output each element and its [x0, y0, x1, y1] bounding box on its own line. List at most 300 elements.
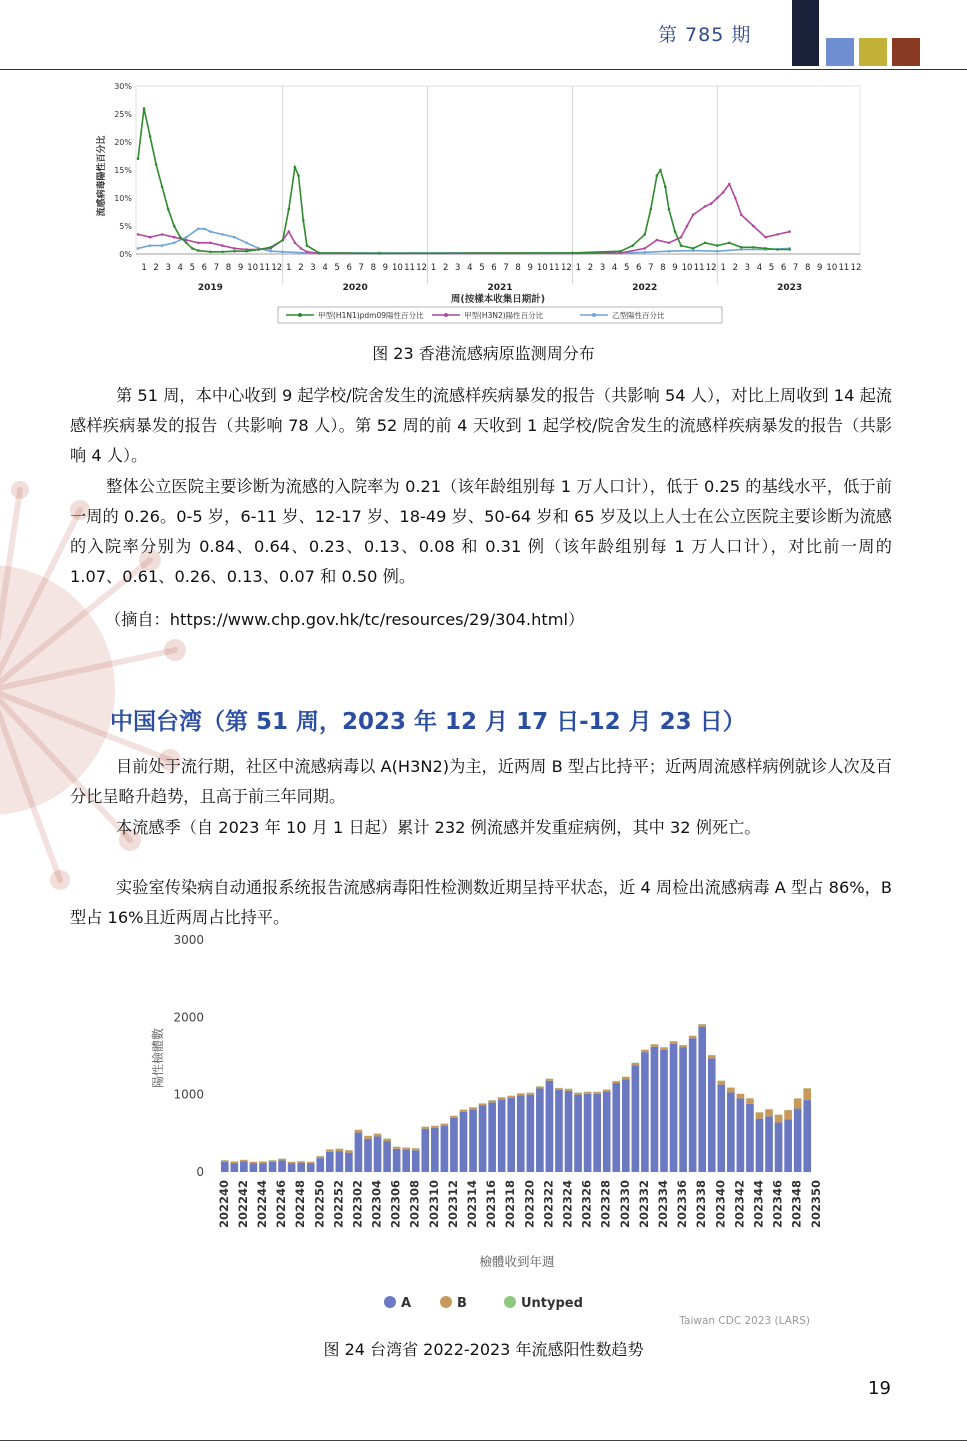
fig23-data-point [149, 236, 152, 239]
paragraph-hk-outbreaks-text: 第 51 周，本中心收到 9 起学校/院舍发生的流感样疾病暴发的报告（共影响 54 人），对比上周收到 14 起流感样疾病暴发的报告（共影响 78 人）。第 52 周的前 4 天收到 1 起学校/院舍发生的流感样疾病暴发的报告（共影响 4 人）。 [70, 386, 892, 465]
fig23-data-point [297, 174, 300, 177]
fig24-bar-a [565, 1091, 573, 1172]
fig24-bar-b [679, 1045, 687, 1047]
fig23-data-point [300, 247, 303, 250]
fig23-x-year-label: 2023 [777, 283, 803, 293]
fig24-x-tick-label: 202304 [369, 1180, 384, 1229]
fig24-x-tick-label: 202326 [579, 1180, 594, 1229]
fig23-data-point [197, 249, 200, 252]
fig23-x-month-label: 4 [611, 263, 618, 273]
fig23-data-point [306, 244, 309, 247]
fig24-bar-b [402, 1148, 410, 1150]
fig23-x-month-label: 11 [259, 263, 271, 273]
fig24-bar-b [421, 1127, 429, 1129]
fig23-x-month-label: 2 [732, 263, 739, 273]
footer-rule [0, 1440, 967, 1441]
fig24-bar-a [584, 1094, 592, 1172]
fig23-data-point [143, 107, 146, 110]
fig23-y-tick-label: 30% [114, 82, 132, 91]
fig24-bar-b [622, 1077, 630, 1079]
fig23-data-point [631, 244, 634, 247]
fig23-x-month-label: 8 [660, 263, 666, 273]
fig24-bar-a [737, 1099, 745, 1172]
fig23-data-point [233, 250, 236, 253]
fig24-bar-b [775, 1115, 783, 1123]
fig24-credit: Taiwan CDC 2023 (LARS) [679, 1315, 810, 1327]
fig23-y-axis-label: 流感病毒陽性百分比 [97, 135, 107, 217]
fig24-bar-a [555, 1090, 563, 1172]
fig24-bar-b [278, 1159, 286, 1161]
fig23-legend-label: 乙型陽性百分比 [612, 311, 665, 320]
fig24-bar-b [307, 1162, 315, 1164]
fig23-x-month-label: 8 [804, 263, 811, 273]
fig23-x-month-label: 12 [850, 263, 862, 273]
fig23-x-month-label: 7 [792, 263, 799, 273]
fig24-x-tick-label: 202246 [274, 1180, 289, 1229]
fig24-x-tick-label: 202310 [426, 1180, 441, 1229]
section-title-taiwan: 中国台湾（第 51 周，2023 年 12 月 17 日-12 月 23 日） [110, 709, 746, 735]
fig23-legend-marker [592, 313, 596, 317]
fig23-data-point [179, 236, 182, 239]
fig24-x-tick-label: 202314 [465, 1180, 479, 1229]
fig23-data-point [269, 250, 272, 253]
fig23-data-point [571, 252, 574, 255]
fig24-x-tick-label: 202244 [255, 1180, 269, 1229]
fig23-data-point [191, 247, 194, 250]
fig24-bar-a [383, 1141, 391, 1172]
fig24-bar-b [651, 1044, 659, 1046]
fig24-legend-marker [384, 1296, 396, 1308]
fig23-data-point [173, 242, 176, 245]
fig24-bar-b [345, 1150, 353, 1152]
fig23-data-point [788, 230, 791, 233]
fig23-data-point [318, 252, 321, 255]
fig24-bar-b [297, 1161, 305, 1163]
fig24-bar-b [784, 1110, 792, 1119]
fig23-data-point [197, 228, 200, 231]
fig23-data-point [704, 242, 707, 245]
fig24-bar-a [708, 1058, 716, 1172]
fig23-data-point [788, 248, 791, 251]
fig23-data-point [716, 244, 719, 247]
fig24-bar-b [479, 1104, 487, 1106]
fig23-y-tick-label: 25% [114, 110, 132, 119]
fig23-data-point [221, 233, 224, 236]
fig24-bar-b [756, 1112, 764, 1118]
fig24-bar-a [727, 1092, 735, 1172]
fig24-bar-b [746, 1099, 754, 1104]
fig24-x-tick-label: 202308 [407, 1180, 422, 1229]
fig23-data-point [692, 247, 695, 250]
fig24-bar-b [441, 1124, 449, 1126]
fig24-x-tick-label: 202318 [503, 1180, 518, 1229]
fig24-bar-b [660, 1047, 668, 1049]
fig24-bar-b [765, 1109, 773, 1116]
fig23-data-point [221, 244, 224, 247]
fig23-data-point [137, 158, 140, 161]
fig23-data-point [776, 248, 779, 251]
fig23-data-point [734, 197, 737, 200]
fig24-bar-b [603, 1090, 611, 1092]
fig23-x-month-label: 2 [587, 263, 594, 273]
fig23-data-point [282, 251, 285, 254]
fig23-data-point [668, 208, 671, 211]
fig24-legend-marker [440, 1296, 452, 1308]
fig24-x-tick-label: 202340 [713, 1180, 728, 1229]
fig23-data-point [245, 250, 248, 253]
fig23-data-point [257, 248, 260, 251]
fig24-bar-b [565, 1089, 573, 1091]
fig24-legend-label: A [401, 1296, 412, 1311]
fig23-data-point [221, 251, 224, 254]
fig24-x-tick-label: 202312 [445, 1180, 460, 1229]
paragraph-tw-lab [70, 873, 892, 933]
fig23-x-year-label: 2019 [197, 283, 223, 293]
fig23-series-line [138, 108, 790, 253]
fig24-x-tick-label: 202328 [598, 1180, 613, 1229]
fig24-bar-b [240, 1160, 248, 1162]
fig24-bar-b [231, 1162, 239, 1164]
fig24-bar-a [574, 1095, 582, 1172]
fig23-data-point [668, 242, 671, 245]
fig24-bar-a [336, 1151, 344, 1172]
fig23-x-axis [141, 263, 861, 293]
fig23-x-axis-label: 周(按樣本收集日期計) [450, 294, 546, 305]
fig23-data-point [149, 244, 152, 247]
fig24-bar-b [498, 1097, 506, 1099]
fig24-bar-a [450, 1118, 458, 1172]
fig24-bar-a [775, 1123, 783, 1172]
fig23-x-month-label: 1 [575, 263, 582, 273]
header-block-gold [859, 38, 887, 66]
fig23-y-axis [114, 82, 132, 259]
fig23-x-month-label: 6 [346, 263, 352, 273]
fig24-x-tick-label: 202338 [694, 1180, 709, 1229]
fig24-bar-b [803, 1088, 811, 1100]
fig23-legend-marker [298, 313, 302, 317]
fig23-data-point [185, 242, 188, 245]
fig23-data-point [644, 233, 647, 236]
fig23-x-month-label: 12 [416, 263, 427, 273]
fig24-bar-a [345, 1153, 353, 1172]
fig24-bar-a [259, 1163, 267, 1172]
fig24-bar-a [402, 1150, 410, 1172]
fig23-data-point [776, 233, 779, 236]
fig23-x-month-label: 3 [455, 263, 461, 273]
fig23-x-month-label: 9 [382, 263, 389, 273]
fig23-data-point [173, 225, 176, 228]
fig24-x-tick-label: 202346 [770, 1180, 785, 1229]
fig23-x-month-label: 1 [286, 263, 292, 273]
fig24-x-tick-label: 202306 [388, 1180, 403, 1229]
fig24-legend-label: Untyped [521, 1296, 583, 1311]
fig23-data-point [288, 208, 291, 211]
issue-number: 第 785 期 [658, 24, 752, 46]
fig24-x-tick-label: 202344 [751, 1180, 766, 1229]
fig24-y-axis-label: 陽性檢體數 [151, 1027, 165, 1089]
fig24-x-tick-label: 202334 [656, 1180, 670, 1229]
fig24-bar-b [689, 1036, 697, 1038]
paragraph-hk-admission-rate-text: 整体公立医院主要诊断为流感的入院率为 0.21（该年龄组别每 1 万人口计），低于 0.25 的基线水平，低于前一周的 0.26。0-5 岁，6-11 岁、12-17 岁、18-49 岁、50-64 岁和 65 岁及以上人士在公立医院主要诊断为流感的入院率分别为 0.84、0.64、0.23、0.13、0.08 和 0.31 例（该年龄组别每 1 万人口计），对比前一周的 1.07、0.61、0.26、0.13、0.07 和 0.50 例。 [70, 477, 892, 586]
fig23-x-month-label: 6 [636, 263, 642, 273]
fig23-data-point [619, 250, 622, 253]
fig23-data-point [294, 166, 297, 169]
header-rule [0, 69, 967, 70]
fig23-data-point [185, 236, 188, 239]
fig24-bar-a [670, 1044, 678, 1172]
fig24-bar-a [641, 1052, 649, 1172]
fig23-data-point [656, 239, 659, 242]
fig24-bar-a [469, 1109, 477, 1172]
fig24-bar-b [584, 1092, 592, 1094]
fig23-data-point [740, 246, 743, 249]
fig24-bar-b [593, 1092, 601, 1094]
figure-23-line-chart [90, 78, 870, 328]
fig23-data-point [704, 205, 707, 208]
fig23-data-point [752, 225, 755, 228]
paragraph-tw-severe-cases [70, 813, 892, 843]
fig24-y-axis [173, 933, 204, 1179]
fig24-x-tick-label: 202348 [789, 1180, 804, 1229]
fig23-data-point [269, 246, 272, 249]
fig24-x-tick-label: 202240 [216, 1180, 231, 1229]
fig23-x-month-label: 7 [213, 263, 220, 273]
fig24-bar-b [450, 1116, 458, 1118]
fig24-bar-b [632, 1063, 640, 1065]
fig24-bar-b [536, 1087, 544, 1089]
fig24-bar-b [355, 1130, 363, 1133]
fig23-data-point [209, 230, 212, 233]
fig24-bar-b [612, 1081, 620, 1083]
fig23-y-tick-label: 0% [119, 250, 132, 259]
fig23-data-point [306, 251, 309, 254]
fig23-data-point [644, 251, 647, 254]
fig24-bar-a [593, 1094, 601, 1172]
fig23-data-point [752, 246, 755, 249]
fig24-legend-label: B [457, 1296, 467, 1311]
fig24-bar-b [698, 1024, 706, 1026]
fig23-x-month-label: 7 [358, 263, 364, 273]
fig23-legend-marker [444, 313, 448, 317]
fig23-x-month-label: 3 [310, 263, 316, 273]
fig23-data-point [716, 250, 719, 253]
fig24-bar-a [622, 1079, 630, 1172]
fig23-data-point [167, 208, 170, 211]
fig24-bar-a [794, 1109, 802, 1172]
fig24-bar-b [316, 1156, 324, 1158]
fig24-bar-a [326, 1152, 334, 1172]
fig23-x-month-label: 2 [298, 263, 304, 273]
fig23-data-point [233, 236, 236, 239]
fig23-x-month-label: 1 [141, 263, 147, 273]
fig24-bar-a [269, 1162, 277, 1172]
figure-24-bar-chart [140, 928, 830, 1333]
fig23-x-month-label: 5 [479, 263, 485, 273]
fig24-legend-marker [504, 1296, 516, 1308]
fig24-x-axis-label: 檢體收到年週 [479, 1254, 555, 1269]
fig23-x-month-label: 6 [201, 263, 208, 273]
fig24-bar-a [421, 1129, 429, 1172]
fig23-data-point [728, 242, 731, 245]
fig23-x-month-label: 12 [271, 263, 283, 273]
fig24-bar-b [326, 1150, 334, 1152]
fig24-x-tick-label: 202252 [331, 1180, 346, 1229]
fig23-x-month-label: 4 [322, 263, 328, 273]
fig23-data-point [294, 242, 297, 245]
fig24-bar-b [269, 1160, 277, 1162]
fig23-data-point [209, 242, 212, 245]
fig24-bar-b [708, 1055, 716, 1058]
fig24-bar-a [756, 1119, 764, 1172]
fig24-y-tick-label: 3000 [173, 933, 204, 947]
fig23-data-point [173, 236, 176, 239]
fig24-bar-a [307, 1163, 315, 1172]
fig23-data-point [764, 236, 767, 239]
fig24-bar-a [517, 1095, 525, 1172]
fig23-x-month-label: 11 [548, 263, 560, 273]
fig23-series-line [138, 184, 790, 253]
paragraph-hk-outbreaks [70, 381, 892, 471]
fig24-bar-a [689, 1038, 697, 1172]
fig24-bar-b [641, 1050, 649, 1052]
fig24-x-tick-label: 202332 [636, 1180, 651, 1229]
fig24-x-tick-label: 202320 [522, 1180, 537, 1229]
fig23-data-point [686, 225, 689, 228]
fig24-x-tick-label: 202336 [675, 1180, 690, 1229]
fig24-bar-b [670, 1041, 678, 1043]
fig24-bar-a [374, 1136, 382, 1172]
fig23-x-month-label: 9 [237, 263, 244, 273]
fig24-x-tick-label: 202322 [541, 1180, 556, 1229]
fig24-bar-a [393, 1149, 401, 1172]
fig24-bar-a [231, 1163, 239, 1172]
fig23-data-point [680, 244, 683, 247]
header-block-blue [826, 38, 854, 66]
source-note: （摘自：https://www.chp.gov.hk/tc/resources/29/304.html） [105, 610, 585, 629]
fig24-bar-a [221, 1162, 229, 1172]
fig23-data-point [664, 186, 667, 189]
fig24-y-tick-label: 2000 [173, 1010, 204, 1025]
fig23-data-point [740, 214, 743, 217]
fig24-bar-b [737, 1094, 745, 1099]
fig23-x-month-label: 11 [404, 263, 415, 273]
fig24-x-tick-label: 202302 [350, 1180, 365, 1229]
fig23-data-point [161, 244, 164, 247]
fig24-y-tick-label: 0 [196, 1165, 204, 1179]
fig24-y-tick-label: 1000 [173, 1087, 204, 1102]
fig23-data-point [245, 242, 248, 245]
fig24-x-tick-label: 202248 [293, 1180, 308, 1229]
fig24-x-tick-label: 202316 [484, 1180, 499, 1229]
fig24-bar-a [527, 1095, 535, 1172]
fig23-x-month-label: 6 [491, 263, 497, 273]
fig23-x-month-label: 5 [623, 263, 630, 273]
fig24-bar-b [259, 1162, 267, 1164]
fig24-bar-a [364, 1139, 372, 1172]
fig24-bar-a [479, 1105, 487, 1172]
fig24-bar-a [679, 1047, 687, 1172]
fig24-bar-a [717, 1085, 725, 1172]
fig23-x-month-label: 4 [177, 263, 183, 273]
fig23-x-month-label: 7 [503, 263, 509, 273]
fig23-x-month-label: 5 [334, 263, 340, 273]
fig23-data-point [764, 247, 767, 250]
fig23-x-month-label: 10 [536, 263, 548, 273]
fig24-x-tick-label: 202324 [560, 1180, 575, 1229]
fig23-x-month-label: 8 [515, 263, 521, 273]
fig23-data-point [656, 174, 659, 177]
paragraph-tw-epidemic [70, 752, 892, 812]
fig23-legend-label: 甲型(H3N2)陽性百分比 [464, 311, 544, 320]
paragraph-tw-epidemic-text: 目前处于流行期，社区中流感病毒以 A(H3N2)为主，近两周 B 型占比持平；近两周流感样病例就诊人次及百分比呈略升趋势，且高于前三年同期。 [70, 757, 892, 806]
figure-23-caption: 图 23 香港流感病原监测周分布 [372, 344, 595, 363]
fig23-x-month-label: 5 [768, 263, 775, 273]
fig24-bar-a [632, 1065, 640, 1172]
fig23-data-point [203, 228, 206, 231]
fig23-data-point [282, 239, 285, 242]
fig23-x-year-label: 2021 [487, 283, 513, 293]
fig24-bar-a [355, 1133, 363, 1172]
fig24-bar-a [603, 1092, 611, 1172]
fig23-y-tick-label: 5% [119, 222, 132, 231]
paragraph-tw-severe-cases-text: 本流感季（自 2023 年 10 月 1 日起）累计 232 例流感并发重症病例，其中 32 例死亡。 [116, 818, 761, 837]
fig24-bar-a [660, 1050, 668, 1172]
fig23-data-point [710, 202, 713, 205]
fig23-x-month-label: 1 [720, 263, 726, 273]
fig24-legend [384, 1296, 583, 1311]
fig24-bar-b [221, 1160, 229, 1162]
fig23-x-month-label: 6 [780, 263, 787, 273]
fig23-x-month-label: 5 [189, 263, 196, 273]
fig23-x-month-label: 9 [672, 263, 678, 273]
fig24-bar-a [784, 1119, 792, 1172]
fig24-bar-a [297, 1163, 305, 1172]
fig24-bar-a [546, 1081, 554, 1172]
fig24-bar-a [498, 1099, 506, 1172]
fig24-x-axis [217, 1180, 823, 1228]
fig23-x-month-label: 8 [225, 263, 232, 273]
fig24-bar-b [383, 1139, 391, 1141]
fig23-data-point [692, 214, 695, 217]
fig24-x-tick-label: 202330 [617, 1180, 632, 1229]
fig23-x-month-label: 1 [430, 263, 437, 273]
fig23-x-month-label: 2 [442, 263, 449, 273]
fig23-y-tick-label: 20% [114, 138, 132, 147]
fig23-x-year-label: 2022 [632, 283, 658, 293]
fig23-x-month-label: 3 [744, 263, 751, 273]
fig24-bar-b [574, 1093, 582, 1095]
fig23-data-point [659, 169, 662, 172]
fig23-x-year-label: 2020 [342, 283, 368, 293]
fig23-data-point [161, 233, 164, 236]
fig23-data-point [728, 183, 731, 186]
fig24-bar-b [727, 1088, 735, 1093]
fig23-legend [278, 307, 722, 323]
fig23-data-point [378, 252, 381, 255]
fig24-bar-b [546, 1079, 554, 1081]
fig24-bar-a [698, 1027, 706, 1172]
fig24-x-tick-label: 202342 [732, 1180, 747, 1229]
page-number: 19 [868, 1378, 891, 1399]
fig23-plot-frame [136, 86, 860, 254]
fig24-bar-a [441, 1126, 449, 1172]
fig24-bar-a [651, 1047, 659, 1172]
fig23-x-month-label: 10 [681, 263, 693, 273]
header-block-rust [892, 38, 920, 66]
fig24-bar-a [278, 1160, 286, 1172]
fig24-bar-b [393, 1147, 401, 1149]
paragraph-hk-admission-rate [70, 472, 892, 592]
